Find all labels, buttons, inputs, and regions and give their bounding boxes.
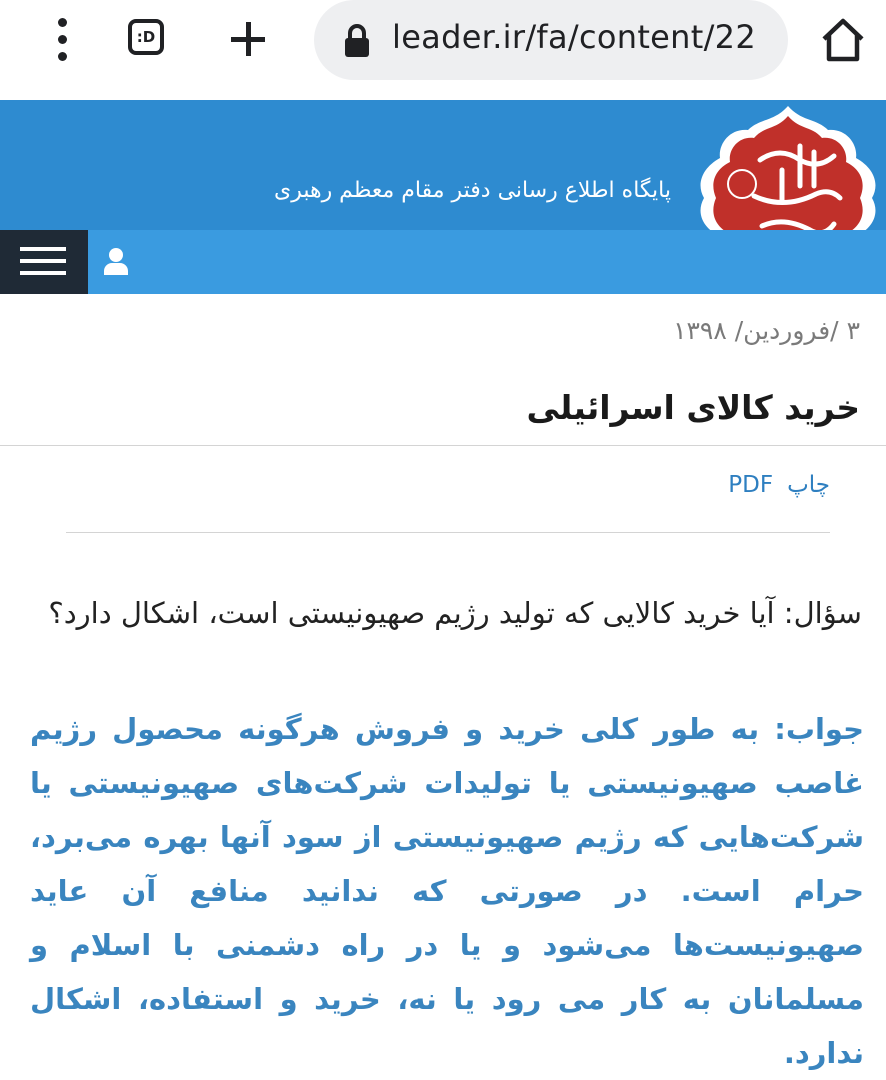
print-link[interactable]: چاپ bbox=[787, 472, 830, 498]
url-text[interactable]: leader.ir/fa/content/22 bbox=[392, 18, 756, 56]
browser-toolbar bbox=[0, 0, 886, 100]
address-bar[interactable] bbox=[314, 0, 788, 80]
hamburger-menu-icon[interactable] bbox=[0, 230, 88, 294]
tab-switcher-icon[interactable] bbox=[128, 19, 164, 55]
nav-bar bbox=[0, 230, 886, 294]
pdf-link[interactable]: PDF bbox=[728, 472, 774, 498]
divider bbox=[66, 532, 830, 533]
home-icon[interactable] bbox=[820, 17, 866, 63]
new-tab-icon[interactable] bbox=[229, 20, 267, 58]
article-title: خرید کالای اسرائیلی bbox=[526, 388, 860, 427]
lock-icon bbox=[344, 24, 370, 58]
article-date: ۳ /فروردین/ ۱۳۹۸ bbox=[673, 316, 860, 345]
menu-dots-icon[interactable] bbox=[48, 18, 76, 62]
user-icon[interactable] bbox=[103, 247, 129, 275]
tab-switcher-label: :D bbox=[136, 28, 156, 46]
divider bbox=[0, 445, 886, 446]
question-text: سؤال: آیا خرید کالایی که تولید رژیم صهیونیستی است، اشکال دارد؟ bbox=[48, 596, 862, 630]
article-tools bbox=[714, 472, 830, 498]
site-title[interactable]: پایگاه اطلاع رسانی دفتر مقام معظم رهبری bbox=[273, 178, 671, 203]
answer-text: جواب: به طور کلی خرید و فروش هرگونه محصول رژیم غاصب صهیونیستی یا تولیدات شرکت‌های صهیونیستی یا شرکت‌هایی که رژیم صهیونیستی از سود آنها بهره می‌برد، حرام است. در صورتی که ندانید منافع آن عاید صهیونیست‌ها می‌شود و یا در راه دشمنی با اسلام و مسلمانان به کار می رود یا نه، خرید و استفاده، اشکال ندارد. bbox=[30, 712, 864, 1070]
